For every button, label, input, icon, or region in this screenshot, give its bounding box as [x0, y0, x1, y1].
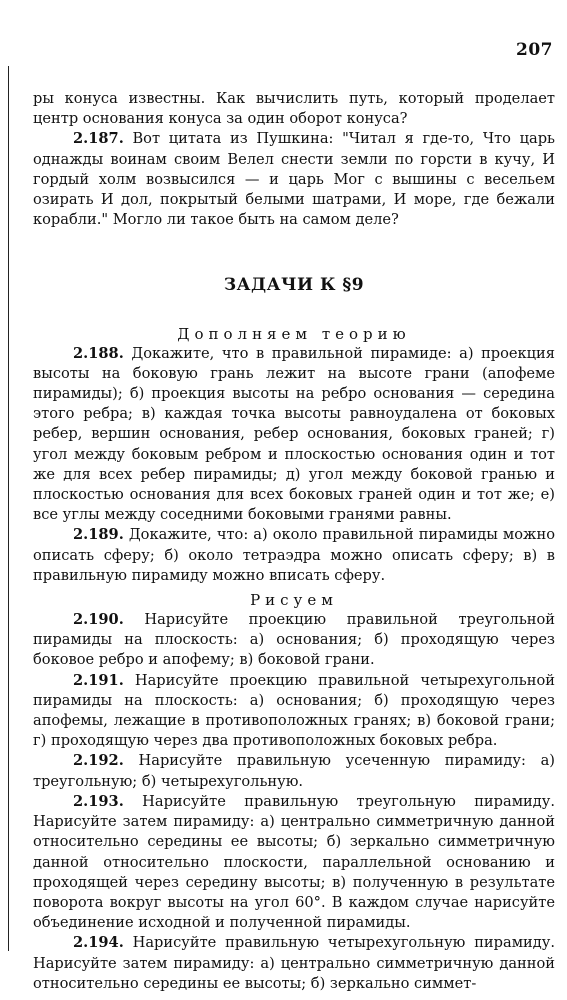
- problem-2-189: [33, 525, 555, 586]
- paragraph-continuation: [33, 89, 555, 129]
- subheading-drawing: Рисуем: [250, 591, 338, 610]
- problem-text: Нарисуйте правильную усеченную пирамиду: а) треугольную; б) четырехугольную.: [33, 752, 555, 790]
- page-number: 207: [516, 40, 553, 60]
- margin-rule: [8, 66, 9, 951]
- problem-text: Нарисуйте правильную четырехугольную пирамиду. Нарисуйте затем пирамиду: а) центрально симметричную данной относительно середины ее высоты; б) зеркально симмет-: [33, 934, 555, 992]
- problem-number: 2.194.: [73, 934, 124, 952]
- problem-2-188: [33, 344, 555, 526]
- problem-number: 2.187.: [73, 130, 124, 148]
- problem-number: 2.191.: [73, 671, 124, 689]
- problem-2-193: [33, 792, 555, 933]
- problem-2-194: [33, 933, 555, 994]
- problem-2-187: [33, 129, 555, 230]
- problem-number: 2.188.: [73, 344, 124, 362]
- problem-number: 2.193.: [73, 792, 124, 810]
- section-title: ЗАДАЧИ К §9: [223, 275, 365, 296]
- problem-text: Нарисуйте проекцию правильной четырехугольной пирамиды на плоскость: а) основания; б) проходящую через апофемы, лежащие в противоположных гранях; в) боковой грани; г) проходящую через два противоположных боковых ребра.: [33, 671, 555, 750]
- problem-text: Докажите, что в правильной пирамиде: а) проекция высоты на боковую грань лежит на высоте грани (апофеме пирамиды); б) проекция высоты на ребро основания — середина этого ребра; в) каждая точка высоты равноудалена от боковых ребер, вершин основания, ребер основания, боковых граней; г) угол между боковым ребром и плоскостью основания один и тот же для всех ребер пирамиды; д) угол между боковой гранью и плоскостью основания для всех боковых граней один и тот же; е) все углы между соседними боковыми гранями равны.: [33, 344, 555, 524]
- problem-text: Нарисуйте проекцию правильной треугольной пирамиды на плоскость: а) основания; б) проходящую через боковое ребро и апофему; в) боковой грани.: [33, 611, 555, 669]
- paragraph-text: ры конуса известны. Как вычислить путь, который проделает центр основания конуса за один оборот конуса?: [33, 90, 555, 128]
- problem-2-192: [33, 751, 555, 791]
- problem-text: Нарисуйте правильную треугольную пирамиду. Нарисуйте затем пирамиду: а) центрально симметричную данной относительно середины ее высоты; б) зеркально симметричную данной относительно плоскости, параллельной основанию и проходящей через середину высоты; в) полученную в результате поворота вокруг высоты на угол 60°. В каждом случае нарисуйте объединение исходной и полученной пирамиды.: [33, 792, 555, 932]
- problem-number: 2.192.: [73, 752, 124, 770]
- problem-2-191: [33, 671, 555, 752]
- subheading-theory: Дополняем теорию: [177, 324, 411, 343]
- problem-number: 2.190.: [73, 611, 124, 629]
- problem-text: Вот цитата из Пушкина: "Читал я где-то, Что царь однажды воинам своим Велел снести земли по горсти в кучу, И гордый холм возвысился — и царь Мог с вышины с весельем озирать И дол, покрытый белыми шатрами, И море, где бежали корабли." Могло ли такое быть на самом деле?: [33, 130, 555, 229]
- page-content: [33, 89, 555, 994]
- problem-text: Докажите, что: а) около правильной пирамиды можно описать сферу; б) около тетраэдра можно описать сферу; в) в правильную пирамиду можно вписать сферу.: [33, 526, 555, 584]
- problem-number: 2.189.: [73, 526, 124, 544]
- problem-2-190: [33, 610, 555, 671]
